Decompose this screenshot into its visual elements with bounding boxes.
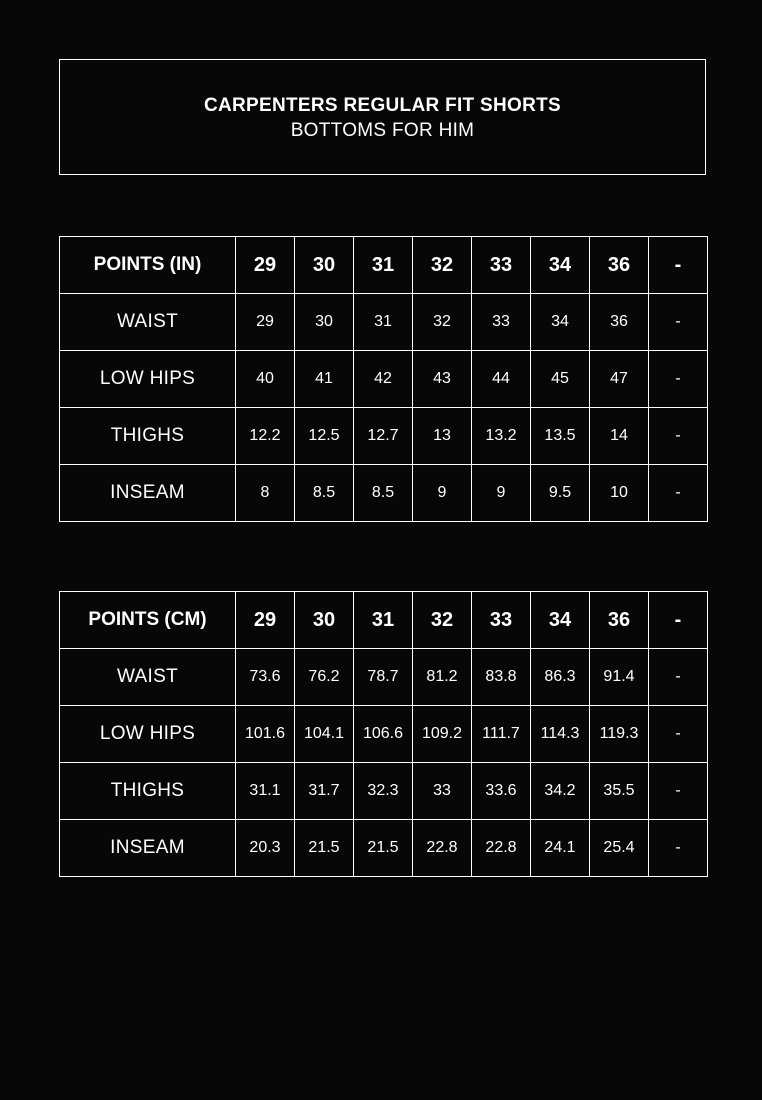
table-cell: 9 [472, 465, 531, 522]
table-cell: 81.2 [413, 649, 472, 706]
header-size: 32 [413, 592, 472, 649]
header-size: 29 [236, 592, 295, 649]
table-cell: 8.5 [354, 465, 413, 522]
table-cell: - [649, 465, 708, 522]
table-cell: 10 [590, 465, 649, 522]
table-cell: 78.7 [354, 649, 413, 706]
header-size: 36 [590, 237, 649, 294]
table-cell: - [649, 820, 708, 877]
table-cell: 35.5 [590, 763, 649, 820]
table-cell: 24.1 [531, 820, 590, 877]
table-cell: 33 [472, 294, 531, 351]
header-size: - [649, 237, 708, 294]
table-cell: 31.1 [236, 763, 295, 820]
table-cell: 29 [236, 294, 295, 351]
table-cell: 76.2 [295, 649, 354, 706]
table-cell: 30 [295, 294, 354, 351]
table-cell: 13 [413, 408, 472, 465]
table-cell: 91.4 [590, 649, 649, 706]
table-cell: - [649, 763, 708, 820]
table-cell: 12.2 [236, 408, 295, 465]
header-size: 31 [354, 237, 413, 294]
table-cell: 13.5 [531, 408, 590, 465]
table-cell: 101.6 [236, 706, 295, 763]
table-cell: 86.3 [531, 649, 590, 706]
table-cell: 119.3 [590, 706, 649, 763]
table-row [60, 465, 708, 522]
table-cell: 8 [236, 465, 295, 522]
table-cell: 31 [354, 294, 413, 351]
table-cell: 25.4 [590, 820, 649, 877]
table-cell: 83.8 [472, 649, 531, 706]
row-label: THIGHS [60, 408, 236, 465]
table-cell: 13.2 [472, 408, 531, 465]
table-cell: 14 [590, 408, 649, 465]
header-size: - [649, 592, 708, 649]
row-label: WAIST [60, 649, 236, 706]
size-table-centimeters [59, 591, 708, 877]
table-cell: 43 [413, 351, 472, 408]
table-cell: 106.6 [354, 706, 413, 763]
table-cell: 111.7 [472, 706, 531, 763]
table-cell: 22.8 [413, 820, 472, 877]
table-row [60, 763, 708, 820]
table-cell: 33 [413, 763, 472, 820]
table-cell: 104.1 [295, 706, 354, 763]
table-cell: 12.7 [354, 408, 413, 465]
header-points-label: POINTS (CM) [60, 592, 236, 649]
table-cell: 109.2 [413, 706, 472, 763]
table-row [60, 294, 708, 351]
table-cell: 12.5 [295, 408, 354, 465]
table-cell: 21.5 [354, 820, 413, 877]
table-header-row [60, 592, 708, 649]
page-subtitle: BOTTOMS FOR HIM [290, 120, 475, 141]
table-cell: 22.8 [472, 820, 531, 877]
table-cell: 47 [590, 351, 649, 408]
table-cell: 45 [531, 351, 590, 408]
header-size: 31 [354, 592, 413, 649]
table-cell: 73.6 [236, 649, 295, 706]
header-size: 30 [295, 592, 354, 649]
table-cell: - [649, 706, 708, 763]
header-size: 33 [472, 592, 531, 649]
row-label: LOW HIPS [60, 706, 236, 763]
table-cell: 21.5 [295, 820, 354, 877]
row-label: WAIST [60, 294, 236, 351]
table-cell: - [649, 649, 708, 706]
table-cell: 41 [295, 351, 354, 408]
table-cell: 8.5 [295, 465, 354, 522]
row-label: INSEAM [60, 465, 236, 522]
header-size: 29 [236, 237, 295, 294]
header-size: 36 [590, 592, 649, 649]
row-label: LOW HIPS [60, 351, 236, 408]
table-cell: 9.5 [531, 465, 590, 522]
table-cell: 42 [354, 351, 413, 408]
table-cell: 44 [472, 351, 531, 408]
page-title: CARPENTERS REGULAR FIT SHORTS [203, 95, 562, 116]
table-row [60, 649, 708, 706]
header-size: 34 [531, 237, 590, 294]
table-header-row [60, 237, 708, 294]
table-cell: 34 [531, 294, 590, 351]
table-row [60, 408, 708, 465]
table-cell: 33.6 [472, 763, 531, 820]
table-cell: - [649, 294, 708, 351]
row-label: THIGHS [60, 763, 236, 820]
header-points-label: POINTS (IN) [60, 237, 236, 294]
header-size: 33 [472, 237, 531, 294]
table-row [60, 820, 708, 877]
table-cell: 40 [236, 351, 295, 408]
header-size: 34 [531, 592, 590, 649]
table-row [60, 351, 708, 408]
table-cell: 20.3 [236, 820, 295, 877]
table-cell: 34.2 [531, 763, 590, 820]
table-cell: 32.3 [354, 763, 413, 820]
table-cell: 31.7 [295, 763, 354, 820]
table-cell: 36 [590, 294, 649, 351]
table-cell: 9 [413, 465, 472, 522]
table-cell: - [649, 408, 708, 465]
row-label: INSEAM [60, 820, 236, 877]
table-cell: - [649, 351, 708, 408]
title-box [59, 59, 706, 175]
table-row [60, 706, 708, 763]
header-size: 30 [295, 237, 354, 294]
table-cell: 32 [413, 294, 472, 351]
header-size: 32 [413, 237, 472, 294]
size-table-inches [59, 236, 708, 522]
table-cell: 114.3 [531, 706, 590, 763]
